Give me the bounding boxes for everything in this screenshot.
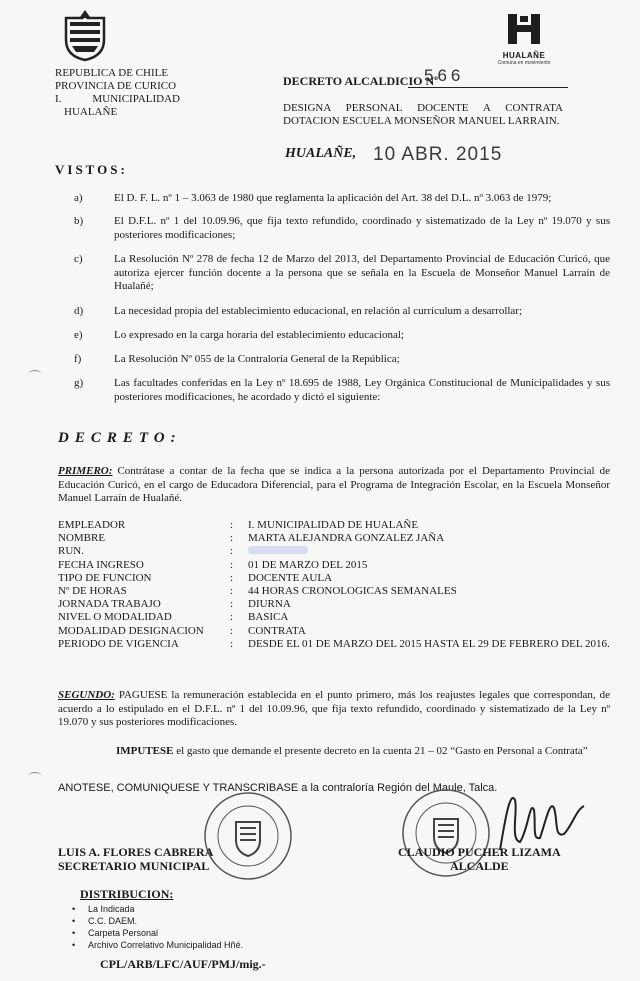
vistos-item <box>74 192 610 206</box>
muni-prefix: I. <box>55 93 62 105</box>
field-colon: : <box>230 571 234 584</box>
vistos-item <box>74 215 610 242</box>
municipal-crest-icon <box>60 8 110 62</box>
segundo-paragraph <box>58 689 610 730</box>
field-key: EMPLEADOR <box>58 519 126 531</box>
field-colon: : <box>230 585 234 598</box>
vistos-item <box>74 253 610 294</box>
primero-text: Contrátase a contar de la fecha que se indica a la persona autorizada por el Departamento Provincial de Educación Curicó, en el cargo de Educadora Diferencial, para el Programa de Integración Escolar, en la Escuela Monseñor Manuel Larraín de Hualañé. <box>58 465 610 504</box>
binder-hole-mark <box>28 772 42 781</box>
designa-line-2: DOTACION ESCUELA MONSEÑOR MANUEL LARRAIN. <box>283 115 560 127</box>
field-value: BASICA <box>248 611 289 624</box>
vistos-item-label: g) <box>74 377 84 389</box>
vistos-item-label: f) <box>74 353 82 365</box>
hualane-logo <box>496 12 552 68</box>
field-value: I. MUNICIPALIDAD DE HUALAÑE <box>248 519 419 531</box>
field-colon: : <box>230 598 234 611</box>
field-key: TIPO DE FUNCION <box>58 571 152 584</box>
decreto-number: 566 <box>424 66 465 85</box>
field-key: JORNADA TRABAJO <box>58 598 161 611</box>
field-row <box>58 545 618 558</box>
field-value: CONTRATA <box>248 624 306 637</box>
vistos-item-text: El D.F.L. nº 1 del 10.09.96, que fija texto refundido, coordinado y sistematizado de la Ley nº 19.070 y sus posteriores modificaciones; <box>114 215 610 241</box>
designa-line-1: DESIGNA PERSONAL DOCENTE A CONTRATA <box>283 102 563 114</box>
vistos-item-text: Lo expresado en la carga horaria del establecimiento educacional; <box>114 329 404 341</box>
distribucion-item: • Archivo Correlativo Municipalidad Hñé. <box>86 939 243 951</box>
field-key: Nº DE HORAS <box>58 585 127 598</box>
secretary-seal-icon <box>202 790 294 882</box>
segundo-label: SEGUNDO: <box>58 689 115 701</box>
field-colon: : <box>230 532 234 545</box>
vistos-item <box>74 353 610 367</box>
field-row <box>58 585 618 598</box>
field-colon: : <box>230 558 234 571</box>
issuer-line-4: HUALAÑE <box>64 106 118 118</box>
decreto-title: DECRETO: <box>58 430 182 446</box>
impute-paragraph <box>58 745 610 759</box>
vistos-item-text: La Resolución Nº 278 de fecha 12 de Marzo del 2013, del Departamento Provincial de Educación Curicó, que autoriza ejercer función docente a la persona que se señala en la Escuela de Monseñor Manuel Larraín de Hualañé; <box>114 253 610 292</box>
field-row <box>58 611 618 624</box>
vistos-item-label: a) <box>74 192 83 204</box>
segundo-text: PAGUESE la remuneración establecida en el punto primero, más los reajustes legales que correspondan, de acuerdo a lo estipulado en el D.F.L. nº 1 del 10.09.96, que fija texto refundido, coordinado y sistematizado de la Ley nº 19.070 y sus posteriores modificaciones. <box>58 689 610 728</box>
field-value: 44 HORAS CRONOLOGICAS SEMANALES <box>248 585 457 598</box>
field-row <box>58 532 618 545</box>
field-row <box>58 598 618 611</box>
vistos-item-text: El D. F. L. nº 1 – 3.063 de 1980 que reglamenta la aplicación del Art. 38 del D.L. nº 3.063 de 1979; <box>114 192 552 204</box>
secretary-name: LUIS A. FLORES CABRERA <box>58 845 214 859</box>
logo-text: HUALAÑE <box>502 51 546 60</box>
mayor-signature-block <box>398 845 561 873</box>
field-colon: : <box>230 519 234 531</box>
issuer-line-2: PROVINCIA DE CURICO <box>55 80 177 92</box>
mayor-title: ALCALDE <box>450 859 509 873</box>
secretary-signature-block <box>58 845 213 873</box>
vistos-item-text: Las facultades conferidas en la Ley nº 18.695 de 1988, Ley Orgánica Constitucional de Municipalidades y sus posteriores modificaciones, he acordado y dictó el siguiente: <box>114 377 610 403</box>
field-colon: : <box>230 624 234 637</box>
primero-paragraph <box>58 465 610 506</box>
field-key: MODALIDAD DESIGNACION <box>58 624 204 637</box>
field-key: PERIODO DE VIGENCIA <box>58 637 179 650</box>
field-key: NIVEL O MODALIDAD <box>58 611 172 624</box>
decreto-number-line <box>283 66 568 89</box>
field-value: 01 DE MARZO DEL 2015 <box>248 558 368 571</box>
designa-subject <box>283 102 563 128</box>
field-value: DOCENTE AULA <box>248 571 333 584</box>
impute-label: IMPUTESE <box>116 745 174 757</box>
vistos-item-label: e) <box>74 329 83 341</box>
vistos-item-label: c) <box>74 253 83 265</box>
date-stamp: 10 ABR. 2015 <box>373 144 503 165</box>
distribucion-list <box>86 903 243 951</box>
muni-word: MUNICIPALIDAD <box>92 93 180 105</box>
distribucion-item: • Carpeta Personal <box>86 927 243 939</box>
city-name: HUALAÑE, <box>285 146 357 161</box>
anotese-line: ANOTESE, COMUNIQUESE Y TRANSCRIBASE a la contraloría Región del Maule, Talca. <box>58 782 498 794</box>
distribucion-item: • La Indicada <box>86 903 243 915</box>
decreto-label: DECRETO ALCALDICIO Nº <box>283 74 439 88</box>
hualane-h-icon <box>504 12 544 46</box>
issuer-line-3 <box>55 93 180 106</box>
field-row <box>58 638 618 651</box>
field-row <box>58 625 618 638</box>
vistos-item <box>74 305 610 319</box>
vistos-item-label: b) <box>74 215 84 227</box>
issuer-block <box>55 67 205 119</box>
secretary-title: SECRETARIO MUNICIPAL <box>58 859 210 873</box>
field-colon: : <box>230 637 234 650</box>
employee-fields <box>58 519 618 651</box>
vistos-item-label: d) <box>74 305 84 317</box>
distribucion-item: • C.C. DAEM. <box>86 915 243 927</box>
field-value: DESDE EL 01 DE MARZO DEL 2015 HASTA EL 29 DE FEBRERO DEL 2016. <box>248 637 610 650</box>
vistos-item <box>74 329 610 343</box>
field-row <box>58 559 618 572</box>
field-colon: : <box>230 611 234 624</box>
distribucion-title: DISTRIBUCION: <box>80 887 174 901</box>
impute-text: el gasto que demande el presente decreto en la cuenta 21 – 02 “Gasto en Personal a Contrata” <box>173 745 588 757</box>
vistos-title: VISTOS: <box>55 162 128 177</box>
vistos-item-text: La Resolución Nº 055 de la Contraloría General de la República; <box>114 353 400 365</box>
binder-hole-mark <box>28 370 42 379</box>
reference-initials: CPL/ARB/LFC/AUF/PMJ/mig.- <box>100 957 266 971</box>
field-key: NOMBRE <box>58 532 106 545</box>
field-row <box>58 519 618 532</box>
decreto-number-rule <box>408 87 568 88</box>
field-key: RUN. <box>58 545 84 558</box>
field-value: MARTA ALEJANDRA GONZALEZ JAÑA <box>248 532 445 545</box>
vistos-item-text: La necesidad propia del establecimiento educacional, en relación al currículum a desarrollar; <box>114 305 523 317</box>
redacted-run <box>248 546 308 554</box>
field-key: FECHA INGRESO <box>58 558 144 571</box>
logo-tagline: Comuna en movimiento <box>497 60 551 66</box>
mayor-name: CLAUDIO PUCHER LIZAMA <box>398 845 561 859</box>
field-colon: : <box>230 545 234 558</box>
primero-label: PRIMERO: <box>58 465 113 477</box>
vistos-item <box>74 377 610 404</box>
field-value: DIURNA <box>248 598 291 611</box>
field-row <box>58 572 618 585</box>
issuer-line-1: REPUBLICA DE CHILE <box>55 67 169 79</box>
